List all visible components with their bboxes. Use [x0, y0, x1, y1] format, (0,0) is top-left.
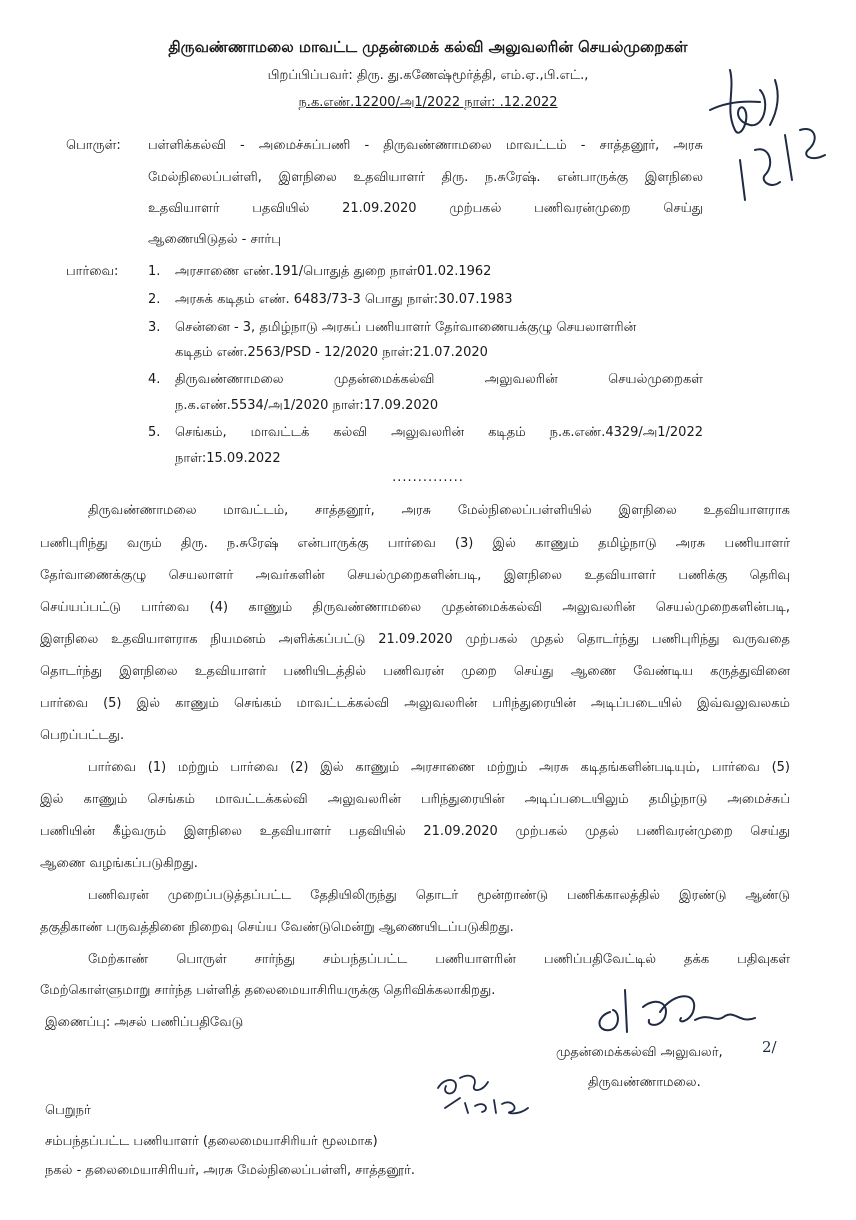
enclosure: இணைப்பு: அசல் பணிப்பதிவேடு	[45, 1015, 244, 1030]
separator: ..............	[392, 470, 464, 485]
reference-item: அரசாணை எண்.191/பொதுத் துறை நாள்01.02.1962	[175, 264, 492, 279]
body-line: தகுதிகாண் பருவத்தினை நிறைவு செய்ய வேண்டுமென்று ஆணையிடப்படுகிறது.	[40, 920, 514, 935]
issuer-line: பிறப்பிப்பவர்: திரு. து.கணேஷ்மூர்த்தி, எம்.ஏ.,பி.எட்.,	[267, 68, 589, 83]
signatory-place: திருவண்ணாமலை.	[588, 1075, 701, 1090]
subject-line: மேல்நிலைப்பள்ளி, இளநிலை உதவியாளர் திரு. ந.சுரேஷ். என்பாருக்கு இளநிலை	[148, 170, 703, 185]
body-line: பணிவரன் முறைப்படுத்தப்பட்ட தேதியிலிருந்து தொடர் மூன்றாண்டு பணிக்காலத்தில் இரண்டு ஆண்டு	[88, 888, 790, 903]
subject-line: ஆணையிடுதல் - சார்பு	[148, 232, 281, 247]
reference-item-cont: கடிதம் எண்.2563/PSD - 12/2020 நாள்:21.07.2020	[175, 345, 488, 360]
body-line: பணியின் கீழ்வரும் இளநிலை உதவியாளர் பதவியில் 21.09.2020 முற்பகல் முதல் பணிவரன்முறை செய்து	[40, 824, 790, 839]
reference-number-2: 2.	[148, 292, 161, 307]
body-line: பார்வை (1) மற்றும் பார்வை (2) இல் காணும் அரசாணை மற்றும் அரசு கடிதங்களின்படியும், பார்வை (5)	[88, 760, 790, 775]
recipient-copy: நகல் - தலைமையாசிரியர், அரசு மேல்நிலைப்பள்ளி, சாத்தனூர்.	[45, 1163, 415, 1178]
reference-number-text: ந.க.எண்.12200/அ1/2022 நாள்: .12.2022	[298, 95, 558, 110]
reference-number-5: 5.	[148, 425, 161, 440]
reference-item: சென்னை - 3, தமிழ்நாடு அரசுப் பணியாளர் தேர்வாணையக்குழு செயலாளரின்	[175, 320, 637, 335]
body-line: தேர்வாணைக்குழு செயலாளர் அவர்களின் செயல்முறைகளின்படி, இளநிலை உதவியாளர் பணிக்கு தெரிவு	[40, 568, 790, 583]
body-line: பார்வை (5) இல் காணும் செங்கம் மாவட்டக்கல்வி அலுவலரின் பரிந்துரையின் அடிப்படையில் இவ்வலுவலகம்	[40, 696, 790, 711]
body-line: ஆணை வழங்கப்படுகிறது.	[40, 856, 198, 871]
body-line: பணிபுரிந்து வரும் திரு. ந.சுரேஷ் என்பாருக்கு பார்வை (3) இல் காணும் தமிழ்நாடு அரசு பணியாளர்	[40, 536, 790, 551]
body-line: திருவண்ணாமலை மாவட்டம், சாத்தனூர், அரசு மேல்நிலைப்பள்ளியில் இளநிலை உதவியாளராக	[88, 503, 790, 518]
subject-label: பொருள்:	[66, 138, 121, 153]
reference-number-3: 3.	[148, 320, 161, 335]
body-line: தொடர்ந்து இளநிலை உதவியாளர் பணியிடத்தில் பணிவரன் முறை செய்து ஆணை வேண்டிய கருத்துவினை	[40, 664, 790, 679]
body-line: இல் காணும் செங்கம் மாவட்டக்கல்வி அலுவலரின் பரிந்துரையின் அடிப்படையிலும் தமிழ்நாடு அமைச்சுப்	[40, 792, 790, 807]
body-line: மேற்கொள்ளுமாறு சார்ந்த பள்ளித் தலைமையாசிரியருக்கு தெரிவிக்கலாகிறது.	[40, 983, 496, 998]
reference-item: அரசுக் கடிதம் எண். 6483/73-3 பொது நாள்:30.07.1983	[175, 292, 513, 307]
recipient-to: சம்பந்தப்பட்ட பணியாளர் (தலைமையாசிரியர் மூலமாக)	[45, 1134, 378, 1149]
body-line: இளநிலை உதவியாளராக நியமனம் அளிக்கப்பட்டு 21.09.2020 முற்பகல் முதல் தொடர்ந்து பணிபுரிந்து வருவதை	[40, 632, 790, 647]
handwritten-initials-bottom	[430, 1068, 540, 1118]
reference-item-cont: நாள்:15.09.2022	[175, 451, 281, 466]
body-line: செய்யப்பட்டு பார்வை (4) காணும் திருவண்ணாமலை முதன்மைக்கல்வி அலுவலரின் செயல்முறைகளின்படி,	[40, 600, 790, 615]
reference-label: பார்வை:	[66, 264, 119, 279]
reference-number-1: 1.	[148, 264, 161, 279]
body-line: பெறப்பட்டது.	[40, 728, 125, 743]
reference-number-4: 4.	[148, 372, 161, 387]
handwritten-initials-top	[690, 50, 840, 210]
margin-note: 2/	[762, 1038, 777, 1056]
subject-line: உதவியாளர் பதவியில் 21.09.2020 முற்பகல் பணிவரன்முறை செய்து	[148, 201, 703, 216]
signatory-designation: முதன்மைக்கல்வி அலுவலர்,	[556, 1045, 723, 1060]
reference-item: செங்கம், மாவட்டக் கல்வி அலுவலரின் கடிதம் ந.க.எண்.4329/அ1/2022	[175, 425, 703, 440]
subject-line: பள்ளிக்கல்வி - அமைச்சுப்பணி - திருவண்ணாமலை மாவட்டம் - சாத்தனூர், அரசு	[148, 138, 703, 153]
body-line: மேற்காண் பொருள் சார்ந்து சம்பந்தப்பட்ட பணியாளரின் பணிப்பதிவேட்டில் தக்க பதிவுகள்	[88, 952, 790, 967]
signature	[585, 982, 765, 1042]
reference-item-cont: ந.க.எண்.5534/அ1/2020 நாள்:17.09.2020	[175, 398, 439, 413]
recipients-label: பெறுநர்	[45, 1103, 91, 1118]
document-title: திருவண்ணாமலை மாவட்ட முதன்மைக் கல்வி அலுவலரின் செயல்முறைகள்	[168, 38, 688, 56]
reference-item: திருவண்ணாமலை முதன்மைக்கல்வி அலுவலரின் செயல்முறைகள்	[175, 372, 703, 387]
